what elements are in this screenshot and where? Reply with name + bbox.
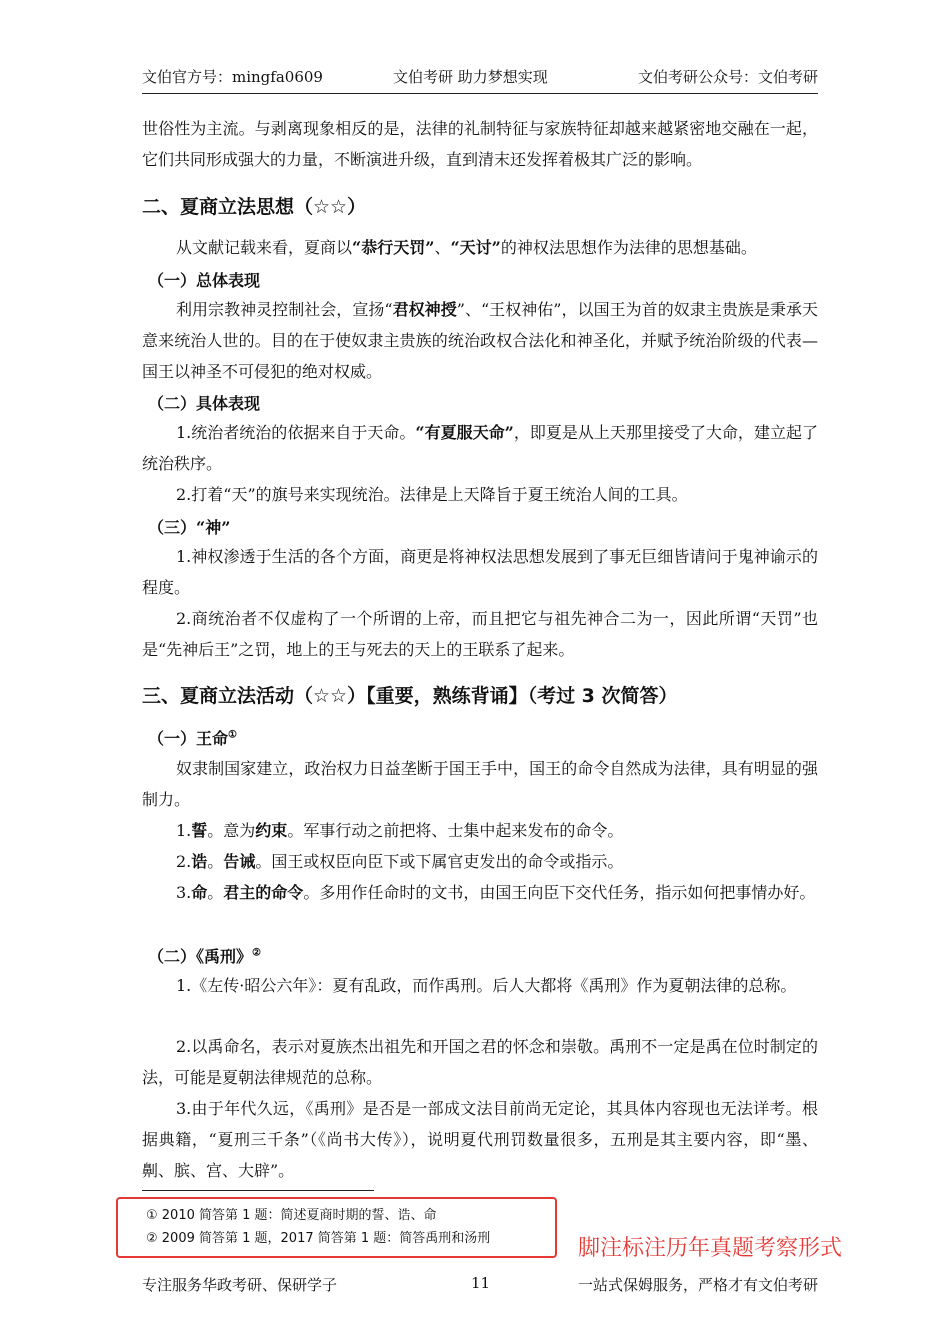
yuxing-item-2: 2.以禹命名，表示对夏族杰出祖先和开国之君的怀念和崇敬。禹刑不一定是禹在位时制定的法，可能是夏朝法律规范的总称。 (142, 1037, 818, 1087)
overall-text-end: ”、“王权神佑”，以国王为首的奴隶主贵族是秉承天意来统治人世的。目的在于使奴隶主贵族的统治政权合法化和神圣化，并赋予统治阶级的代表—国王以神圣不可侵犯的绝对权威。 (142, 300, 818, 381)
yuxing-item-3: 3.由于年代久远，《禹刑》是否是一部成文法目前尚无定论，其具体内容现也无法详考。根据典籍，“夏刑三千条”（《尚书大传》），说明夏代刑罚数量很多，五刑是其主要内容，即“墨、劓、膑、宫、大辟”。 (142, 1099, 818, 1180)
header-right: 文伯考研公众号：文伯考研 (637, 68, 818, 86)
gao-bold-2: 告诫 (223, 852, 256, 871)
footnote-ref-2: ② (252, 947, 261, 959)
lead-bold-2: “天讨” (450, 238, 501, 257)
annotation-label: 脚注标注历年真题考察形式 (578, 1236, 843, 1261)
shi-num: 1. (176, 821, 192, 840)
shi-bold-2: 约束 (255, 821, 288, 840)
subheading-yuxing (148, 944, 261, 967)
subheading-shen: （三）“神” (148, 518, 231, 537)
shen-item-1: 1.神权渗透于生活的各个方面，商更是将神权法思想发展到了事无巨细皆请问于鬼神谕示的程度。 (142, 547, 818, 597)
item1-bold: “有夏服天命” (415, 423, 514, 442)
section-2-title: 二、夏商立法思想（☆☆） (142, 196, 367, 218)
specific-item-1 (142, 417, 818, 479)
overall-paragraph (142, 294, 818, 387)
lead-bold-1: “恭行天罚” (352, 238, 435, 257)
shen-item-2: 2.商统治者不仅虚构了一个所谓的上帝，而且把它与祖先神合二为一，因此所谓“天罚”也是“先神后王”之罚，地上的王与死去的天上的王联系了起来。 (142, 609, 818, 659)
ming-bold-2: 君主的命令 (223, 883, 304, 902)
gao-bold: 诰 (191, 852, 208, 871)
wangming-item-ming (142, 877, 818, 908)
header-left: 文伯官方号：mingfa0609 (142, 68, 323, 86)
yuxing-item-1: 1.《左传·昭公六年》：夏有乱政，而作禹刑。后人大都将《禹刑》作为夏朝法律的总称。 (176, 976, 797, 995)
wangming-item-shi (142, 815, 818, 846)
header-center: 文伯考研 助力梦想实现 (393, 68, 548, 86)
footer-left: 专注服务华政考研、保研学子 (142, 1276, 338, 1294)
subheading-wangming (148, 726, 237, 749)
wangming-paragraph: 奴隶制国家建立，政治权力日益垄断于国王手中，国王的命令自然成为法律，具有明显的强制力。 (142, 759, 818, 809)
ming-bold: 命 (191, 883, 208, 902)
ming-num: 3. (176, 883, 192, 902)
footer-right: 一站式保姆服务，严格才有文伯考研 (577, 1276, 818, 1294)
shi-text: 。军事行动之前把将、士集中起来发布的命令。 (287, 821, 624, 840)
subheading-overall: （一）总体表现 (148, 271, 261, 290)
gao-num: 2. (176, 852, 192, 871)
footnote-highlight-box (116, 1197, 557, 1258)
footnote-ref-1: ① (228, 729, 237, 741)
footnote-2: ② 2009 简答第 1 题，2017 简答第 1 题：简答禹刑和汤刑 (146, 1231, 491, 1246)
section-2-lead (142, 232, 818, 263)
overall-bold: 君权神授 (392, 300, 457, 319)
wangming-label: （一）王命 (148, 729, 229, 748)
overall-text: 利用宗教神灵控制社会，宣扬“ (176, 300, 393, 319)
ming-text: 。多用作任命时的文书，由国王向臣下交代任务，指示如何把事情办好。 (303, 883, 816, 902)
lead-text-end: 的神权法思想作为法律的思想基础。 (500, 238, 757, 257)
gao-text: 。国王或权臣向臣下或下属官吏发出的命令或指示。 (255, 852, 624, 871)
subheading-specific: （二）具体表现 (148, 394, 261, 413)
yuxing-label: （二）《禹刑》 (148, 947, 253, 966)
item1-text: 1.统治者统治的依据来自于天命。 (176, 423, 416, 442)
section-3-title: 三、夏商立法活动（☆☆）【重要，熟练背诵】（考过 3 次简答） (142, 685, 678, 707)
ming-mid: 。 (207, 883, 224, 902)
lead-text: 从文献记载来看，夏商以 (176, 238, 353, 257)
shi-mid: 。意为 (207, 821, 256, 840)
header-divider (142, 93, 818, 94)
lead-sep: 、 (434, 238, 451, 257)
gao-mid: 。 (207, 852, 224, 871)
page-number: 11 (471, 1274, 491, 1292)
footnote-1: ① 2010 简答第 1 题：简述夏商时期的誓、诰、命 (146, 1208, 437, 1223)
wangming-item-gao (142, 846, 818, 877)
intro-paragraph: 世俗性为主流。与剥离现象相反的是，法律的礼制特征与家族特征却越来越紧密地交融在一起，它们共同形成强大的力量，不断演进升级，直到清末还发挥着极其广泛的影响。 (142, 119, 818, 169)
footnote-divider (142, 1190, 374, 1191)
specific-item-2: 2.打着“天”的旗号来实现统治。法律是上天降旨于夏王统治人间的工具。 (176, 485, 688, 504)
item1-text-end: ，即夏是从上天那里接受了大命，建立起了统治秩序。 (142, 423, 818, 473)
shi-bold: 誓 (191, 821, 208, 840)
